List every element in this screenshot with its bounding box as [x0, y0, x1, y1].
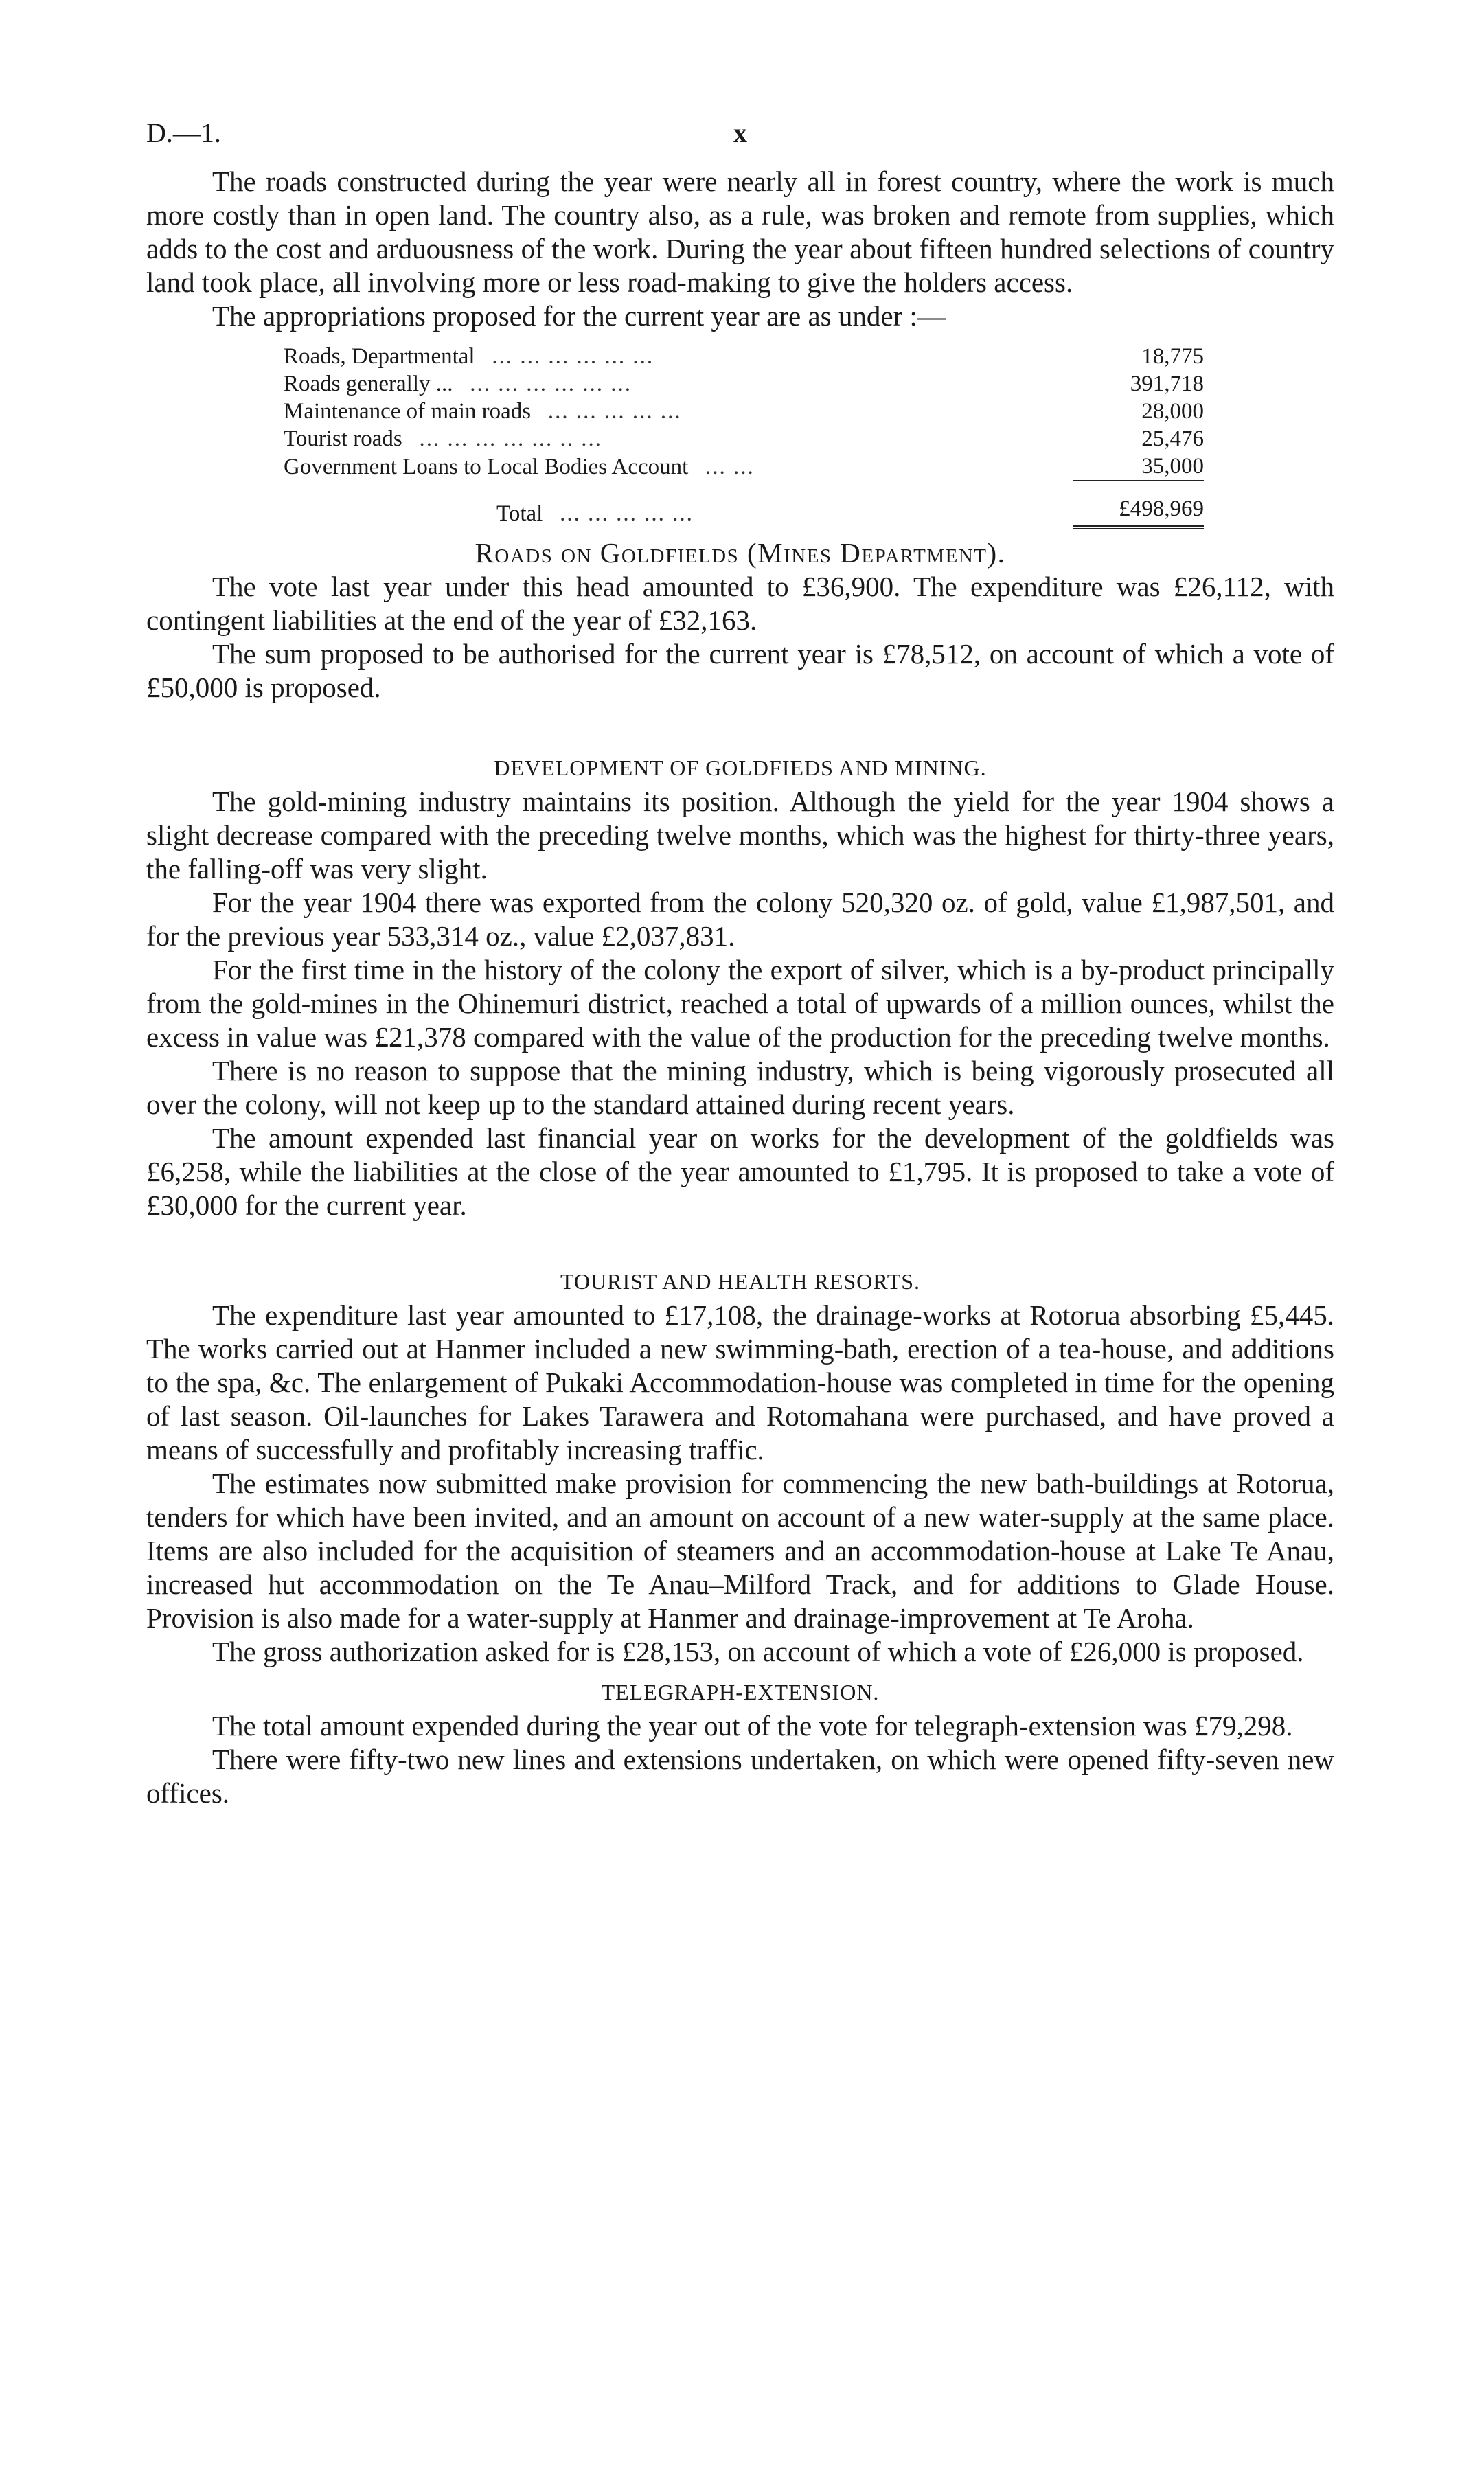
appropriation-amount: 391,718 — [1130, 372, 1204, 396]
development-paragraph: There is no reason to suppose that the mining industry, which is being vigorously prosecuted all over the colony, will not keep up to the standard attained during recent years. — [146, 1055, 1334, 1120]
development-paragraph: The amount expended last financial year on works for the development of the goldfields was £6,258, while the liabilities at the close of the year amounted to £1,795. It is proposed to take a vote of £30,000 for the current year. — [146, 1122, 1334, 1221]
development-paragraph: For the year 1904 there was exported from the colony 520,320 oz. of gold, value £1,987,501, and for the previous year 533,314 oz., value £2,037,831. — [146, 887, 1334, 952]
appropriation-label: Tourist roads — [284, 426, 402, 451]
appropriations-intro: The appropriations proposed for the current year are as under :— — [212, 300, 946, 332]
appropriation-row — [284, 453, 1204, 481]
section-heading-tourist: TOURIST AND HEALTH RESORTS. — [560, 1269, 921, 1294]
appropriation-label: Maintenance of main roads — [284, 399, 532, 424]
appropriation-label: Roads, Departmental — [284, 344, 475, 369]
tourist-paragraph: The expenditure last year amounted to £17,108, the drainage-works at Rotorua absorbing £5,445. The works carried out at Hanmer included a new swimming-bath, erection of a tea-house, and additions to the spa, &c. The enlargement of Pukaki Accommodation-house was completed in time for the opening of last season. Oil-launches for Lakes Tarawera and Rotomahana were purchased, and have proved a means of successfully and profitably increasing traffic. — [146, 1299, 1334, 1465]
appropriation-amount: 35,000 — [1141, 454, 1204, 479]
section-heading-roads-goldfields: Roads on Goldfields (Mines Department). — [475, 537, 1006, 569]
tourist-paragraph: The gross authorization asked for is £28,153, on account of which a vote of £26,000 is proposed. — [212, 1636, 1304, 1667]
appropriation-label: Roads generally ... — [284, 372, 453, 396]
appropriation-total-row — [284, 481, 1204, 527]
leader-dots: ... ... ... ... ... ... — [470, 372, 632, 396]
appropriation-row — [284, 425, 1204, 453]
appropriation-row — [284, 343, 1204, 370]
development-paragraph: For the first time in the history of the colony the export of silver, which is a by-product principally from the gold-mines in the Ohinemuri district, reached a total of upwards of a million ounces, whilst the excess in value was £21,378 compared with the value of the production for the preceding twelve months. — [146, 954, 1334, 1053]
appropriation-amount: 25,476 — [1141, 426, 1204, 451]
telegraph-paragraph: There were fifty-two new lines and extensions undertaken, on which were opened fifty-seven new offices. — [146, 1744, 1334, 1809]
total-label: Total — [496, 501, 543, 526]
document-page — [146, 117, 1334, 1810]
roads-goldfields-paragraph: The sum proposed to be authorised for the current year is £78,512, on account of which a vote of £50,000 is proposed. — [146, 638, 1334, 703]
appropriation-amount: 18,775 — [1141, 344, 1204, 369]
tourist-paragraph: The estimates now submitted make provision for commencing the new bath-buildings at Rotorua, tenders for which have been invited, and an amount on account of a new water-supply at the same place. Items are also included for the acquisition of steamers and an accommodation-house at Lake Te Anau, increased hut accommodation on the Te Anau–Milford Track, and for additions to Glade House. Provision is also made for a water-supply at Hanmer and drainage-improvement at Te Aroha. — [146, 1468, 1334, 1634]
leader-dots: ... ... ... ... ... .. ... — [419, 426, 603, 451]
appropriation-row — [284, 398, 1204, 425]
total-amount: £498,969 — [1073, 481, 1204, 527]
roads-intro-paragraph: The roads constructed during the year were nearly all in forest country, where the work is much more costly than in open land. The country also, as a rule, was broken and remote from supplies, which adds to the cost and arduousness of the work. During the year about fifteen hundred selections of country land took place, all involving more or less road-making to give the holders access. — [146, 165, 1334, 298]
page-header — [146, 117, 1334, 165]
roads-goldfields-paragraph: The vote last year under this head amounted to £36,900. The expenditure was £26,112, with contingent liabilities at the end of the year of £32,163. — [146, 571, 1334, 636]
appropriation-row — [284, 370, 1204, 398]
section-heading-development: DEVELOPMENT OF GOLDFIEDS AND MINING. — [494, 755, 987, 780]
appropriations-table — [284, 343, 1204, 529]
development-paragraph: The gold-mining industry maintains its position. Although the yield for the year 1904 shows a slight decrease compared with the preceding twelve months, which was the highest for thirty-three years, the falling-off was very slight. — [146, 786, 1334, 884]
appropriation-amount: 28,000 — [1141, 399, 1204, 424]
leader-dots: ... ... ... ... ... — [560, 501, 694, 526]
appropriation-label: Government Loans to Local Bodies Account — [284, 455, 689, 479]
telegraph-paragraph: The total amount expended during the year out of the vote for telegraph-extension was £79,298. — [212, 1710, 1293, 1742]
leader-dots: ... ... ... ... ... — [547, 399, 682, 424]
leader-dots: ... ... — [705, 455, 755, 479]
leader-dots: ... ... ... ... ... ... — [492, 344, 654, 369]
section-heading-telegraph: TELEGRAPH-EXTENSION. — [601, 1680, 880, 1704]
page-number: x — [733, 117, 747, 148]
document-reference: D.—1. — [146, 117, 221, 148]
